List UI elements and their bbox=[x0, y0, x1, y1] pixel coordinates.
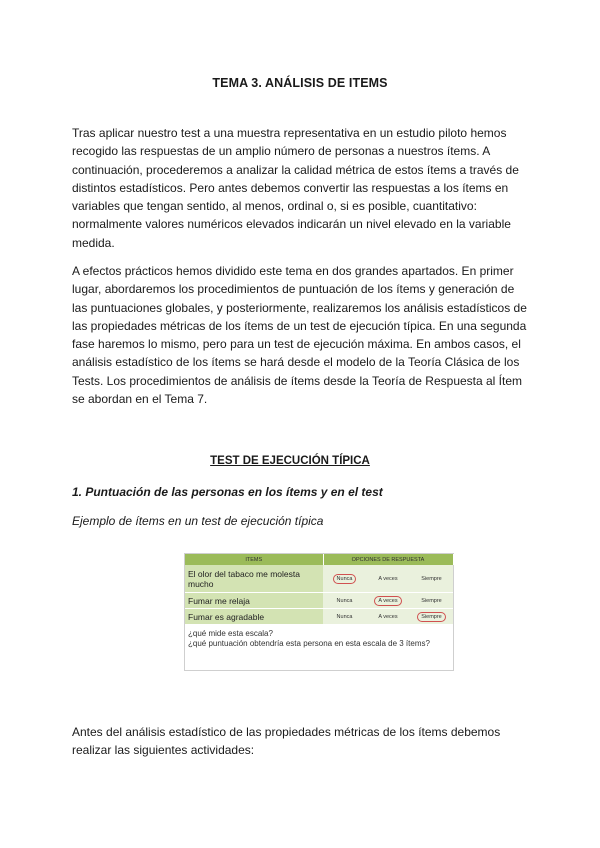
table-row bbox=[185, 609, 453, 625]
option-label: Siempre bbox=[410, 565, 453, 593]
question-1: ¿qué mide esta escala? bbox=[188, 629, 273, 638]
question-2: ¿qué puntuación obtendría esta persona en esta escala de 3 ítems? bbox=[188, 639, 430, 648]
subsection-heading: 1. Puntuación de las personas en los ítems y en el test bbox=[72, 485, 383, 499]
example-table bbox=[185, 554, 454, 625]
selected-option: Nunca bbox=[333, 574, 357, 584]
closing-paragraph: Antes del análisis estadístico de las propiedades métricas de los ítems debemos realizar las siguientes actividades: bbox=[72, 725, 501, 758]
table-row bbox=[185, 593, 453, 609]
option-label: Nunca bbox=[323, 593, 366, 609]
intro-paragraph-2: A efectos prácticos hemos dividido este tema en dos grandes apartados. En primer lugar, abordaremos los procedimientos de puntuación de los ítems y generación de las puntuaciones globales, y posteriormente, realizaremos los análisis estadísticos de las propiedades métricas de los ítems de un test de ejecución típica. En una segunda fase haremos lo mismo, pero para un test de ejecución máxima. En ambos casos, el análisis estadístico de los ítems se hará desde el modelo de la Teoría Clásica de los Tests. Los procedimientos de análisis de ítems desde la Teoría de Respuesta al Ítem se abordan en el Tema 7. bbox=[72, 264, 527, 407]
item-text: Fumar es agradable bbox=[185, 609, 323, 625]
table-row bbox=[185, 565, 453, 593]
header-items: ITEMS bbox=[185, 554, 323, 565]
item-text: El olor del tabaco me molesta mucho bbox=[185, 565, 323, 593]
selected-option: Siempre bbox=[417, 612, 445, 622]
option-label: Siempre bbox=[410, 593, 453, 609]
option-label: A veces bbox=[366, 609, 410, 625]
selected-option: A veces bbox=[374, 596, 401, 606]
example-questions bbox=[185, 625, 453, 649]
intro-paragraph-1: Tras aplicar nuestro test a una muestra representativa en un estudio piloto hemos recogido las respuestas de un amplio número de personas a nuestros ítems. A continuación, procederemos a analizar la calidad métrica de estos ítems a través de distintos estadísticos. Pero antes debemos convertir las respuestas a los ítems en variables que tengan sentido, al menos, ordinal o, si es posible, cuantitativo: normalmente valores numéricos elevados indicarán un nivel elevado en la variable medida. bbox=[72, 126, 519, 250]
header-options: OPCIONES DE RESPUESTA bbox=[323, 554, 453, 565]
option-label: A veces bbox=[366, 565, 410, 593]
example-caption: Ejemplo de ítems en un test de ejecución típica bbox=[72, 514, 324, 528]
section-heading: TEST DE EJECUCIÓN TÍPICA bbox=[210, 455, 370, 467]
item-text: Fumar me relaja bbox=[185, 593, 323, 609]
page-title: TEMA 3. ANÁLISIS DE ITEMS bbox=[212, 76, 388, 90]
example-figure bbox=[184, 553, 454, 671]
option-label: Nunca bbox=[323, 609, 366, 625]
